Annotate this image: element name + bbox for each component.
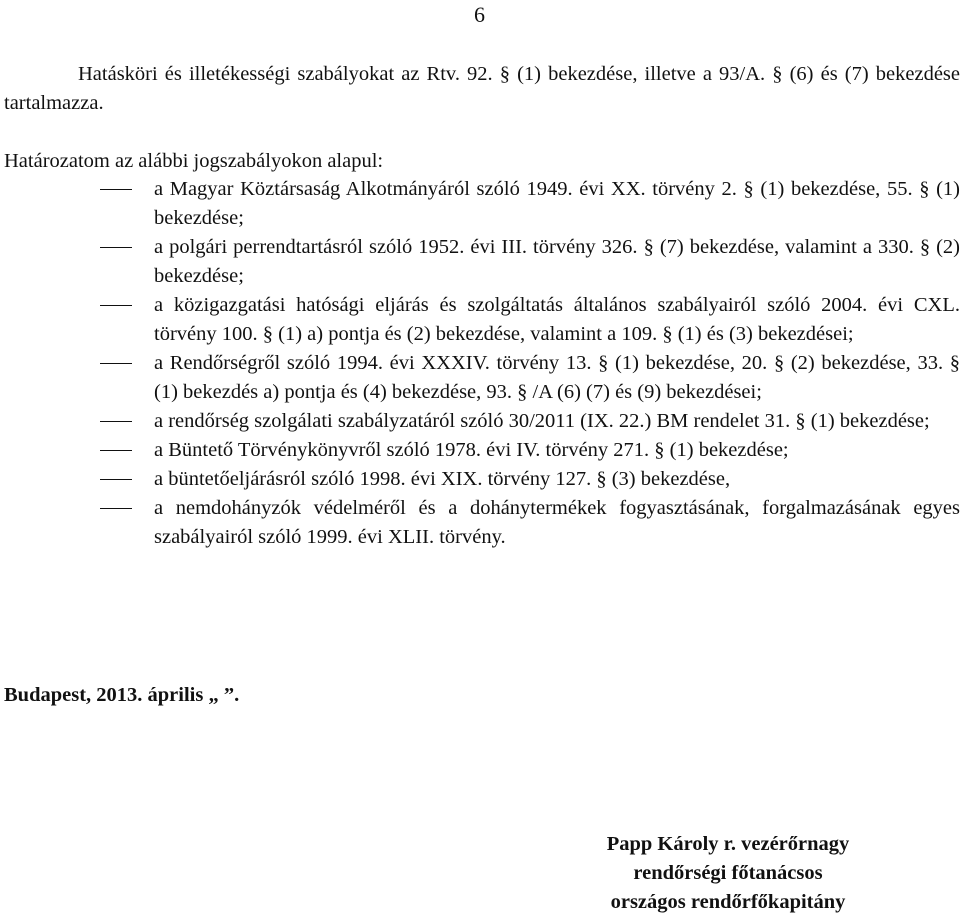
list-item: a polgári perrendtartásról szóló 1952. évi III. törvény 326. § (7) bekezdése, valamint a 330. § (2) bekezdése; xyxy=(0,233,960,291)
intro-text: Hatásköri és illetékességi szabályokat az Rtv. 92. § (1) bekezdése, illetve a 93/A. § (6) és (7) bekezdése tartalmazza. xyxy=(4,63,960,114)
signatory-title: rendőrségi főtanácsos xyxy=(633,862,823,884)
dash-bullet-icon xyxy=(100,421,132,422)
signatory-position: országos rendőrfőkapitány xyxy=(610,891,846,913)
place-and-date: Budapest, 2013. április „ ”. xyxy=(4,684,240,706)
list-item: a Rendőrségről szóló 1994. évi XXXIV. törvény 13. § (1) bekezdése, 20. § (2) bekezdése, 33. § (1) bekezdés a) pontja és (4) bekezdése, 93. § /A (6) (7) és (9) bekezdései; xyxy=(0,349,960,407)
page-number: 6 xyxy=(474,2,485,27)
dash-bullet-icon xyxy=(100,247,132,248)
list-item: a büntetőeljárásról szóló 1998. évi XIX. törvény 127. § (3) bekezdése, xyxy=(0,465,960,494)
list-item: a nemdohányzók védelméről és a dohánytermékek fogyasztásának, forgalmazásának egyes szabályairól szóló 1999. évi XLII. törvény. xyxy=(0,494,960,552)
legal-basis-heading: Határozatom az alábbi jogszabályokon alapul: xyxy=(4,150,384,172)
list-item: a Büntető Törvénykönyvről szóló 1978. évi IV. törvény 271. § (1) bekezdése; xyxy=(0,436,960,465)
list-item: a Magyar Köztársaság Alkotmányáról szóló 1949. évi XX. törvény 2. § (1) bekezdése, 55. § (1) bekezdése; xyxy=(0,175,960,233)
signature-block xyxy=(560,830,896,917)
dash-bullet-icon xyxy=(100,479,132,480)
list-item: a közigazgatási hatósági eljárás és szolgáltatás általános szabályairól szóló 2004. évi CXL. törvény 100. § (1) a) pontja és (2) bekezdése, valamint a 109. § (1) és (3) bekezdései; xyxy=(0,291,960,349)
signatory-name: Papp Károly r. vezérőrnagy xyxy=(606,833,850,855)
dash-bullet-icon xyxy=(100,189,132,190)
dash-bullet-icon xyxy=(100,508,132,509)
intro-paragraph xyxy=(4,60,960,118)
dash-bullet-icon xyxy=(100,363,132,364)
dash-bullet-icon xyxy=(100,450,132,451)
list-item: a rendőrség szolgálati szabályzatáról szóló 30/2011 (IX. 22.) BM rendelet 31. § (1) bekezdése; xyxy=(0,407,960,436)
dash-bullet-icon xyxy=(100,305,132,306)
legal-basis-list xyxy=(0,175,960,552)
